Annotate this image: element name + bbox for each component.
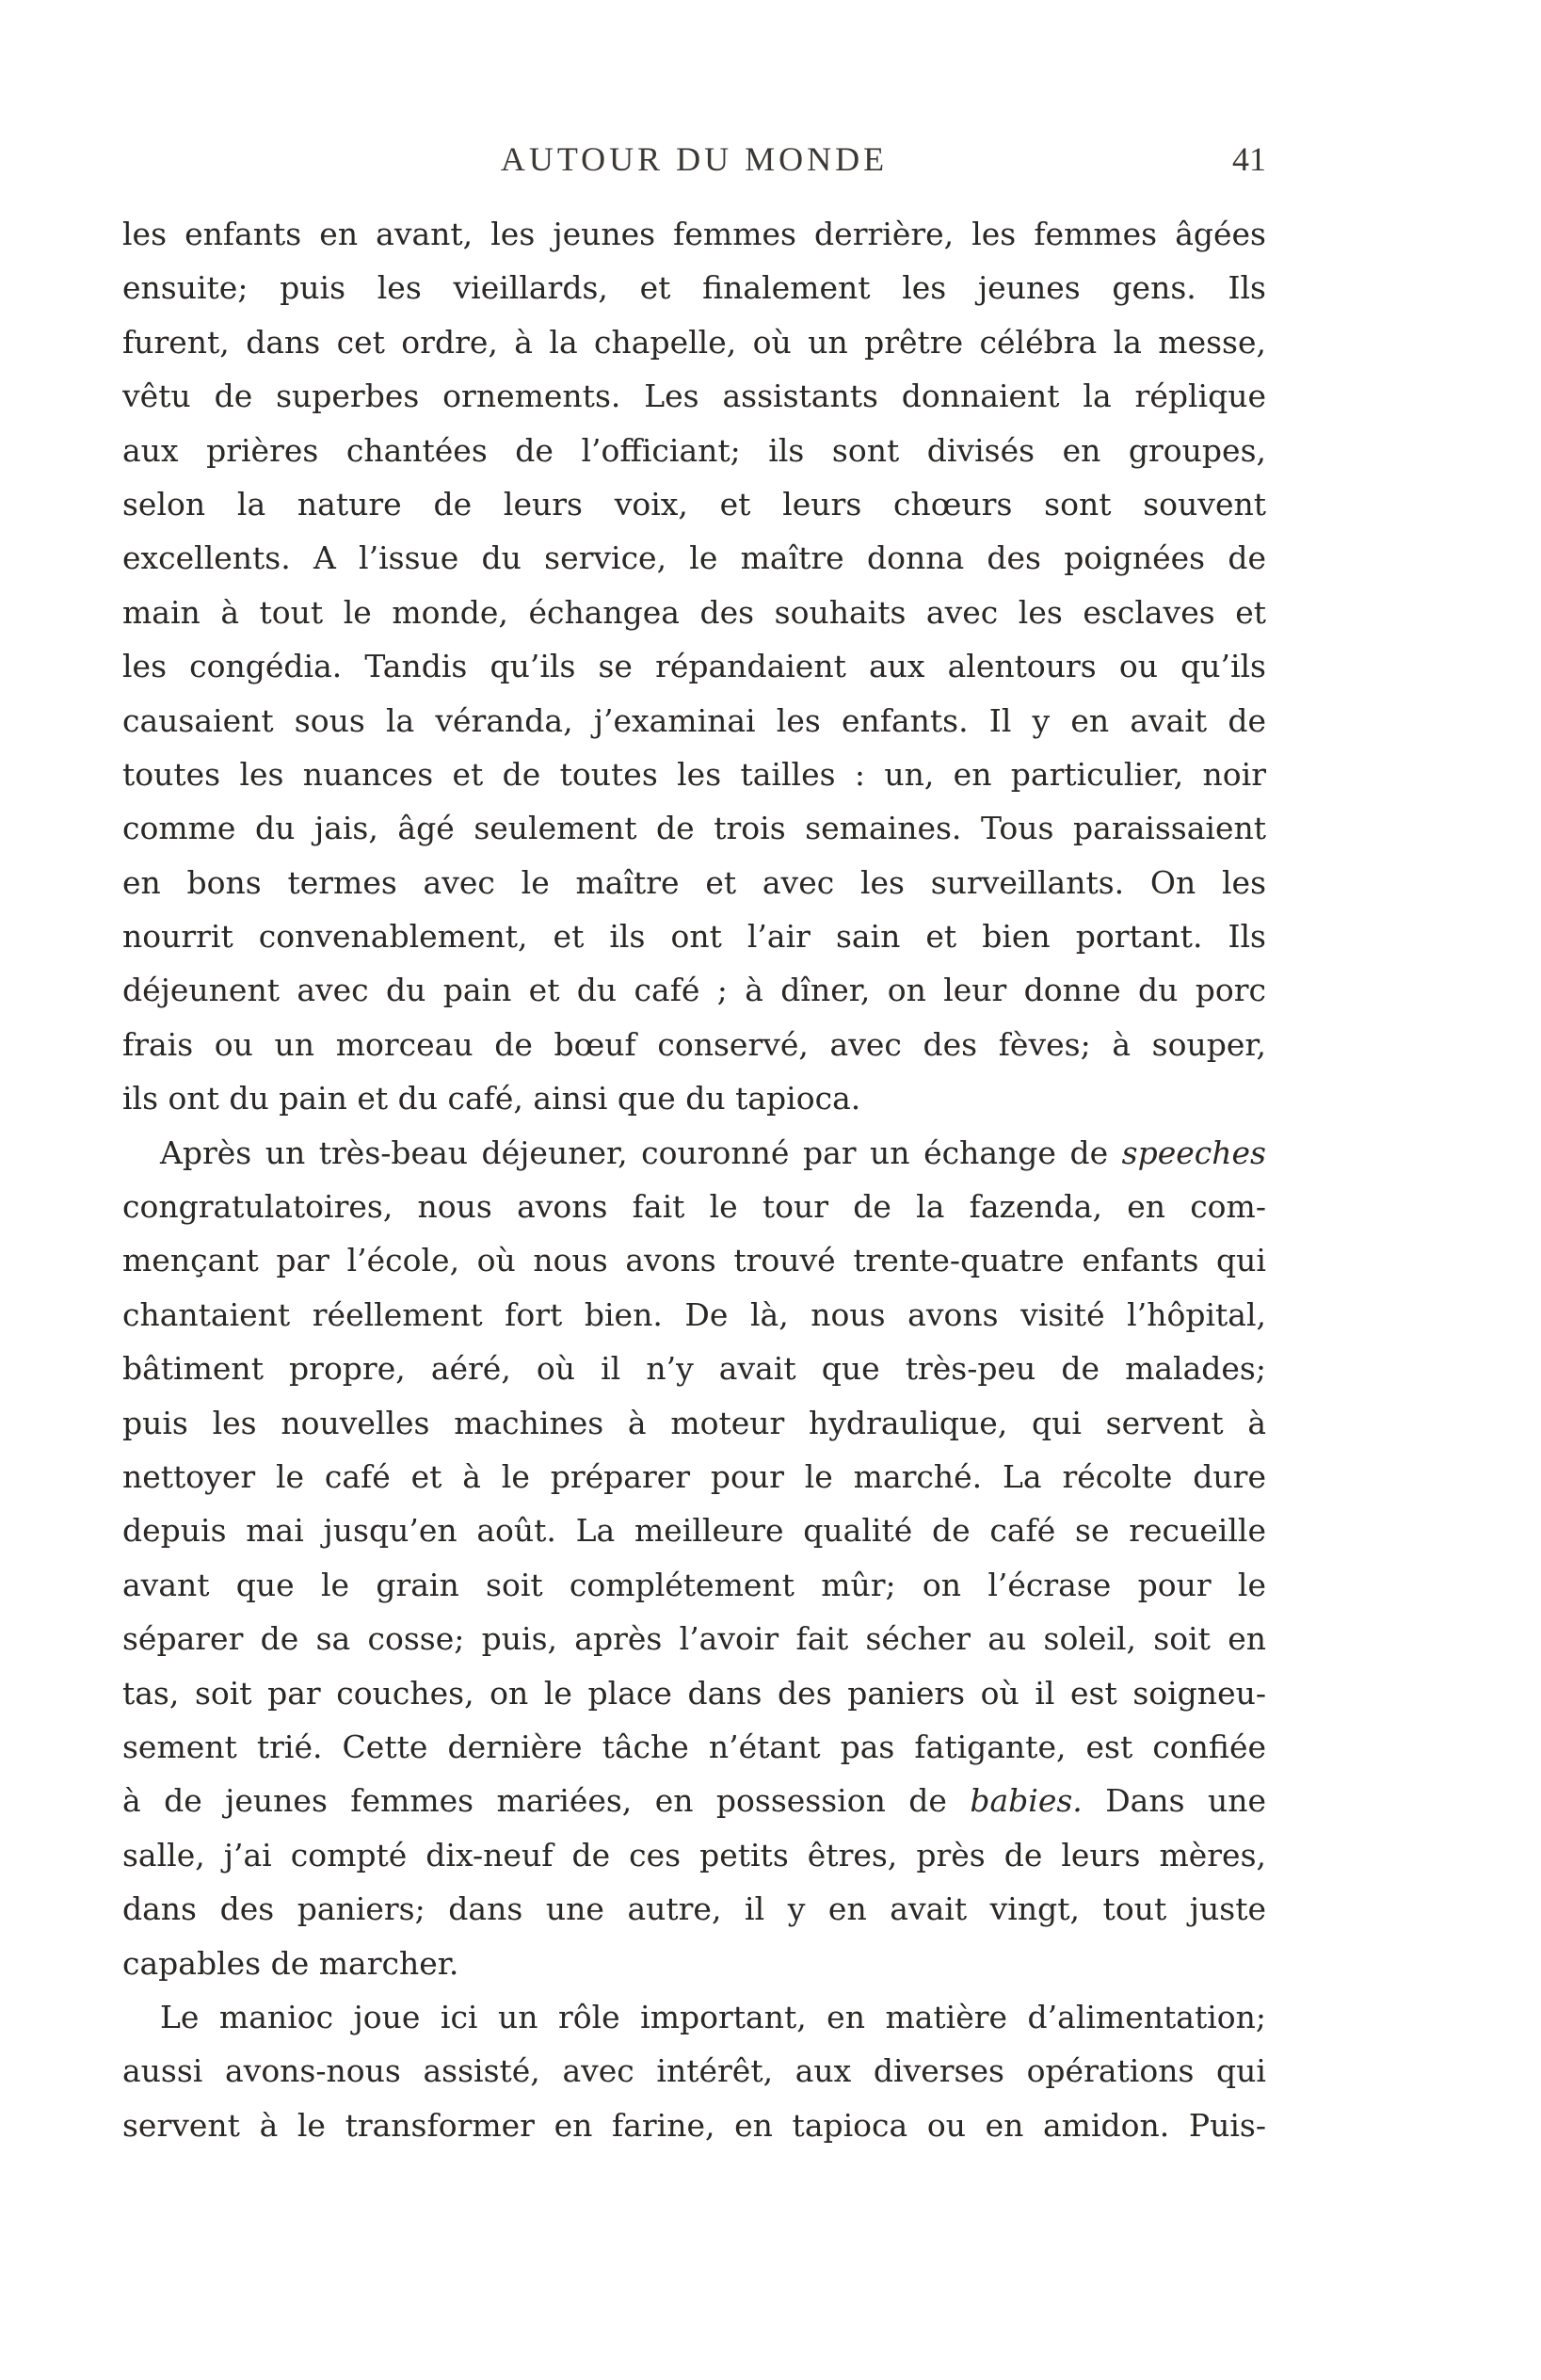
text-line: furent, dans cet ordre, à la chapelle, où un prêtre célébra la messe,	[122, 323, 1266, 361]
text-line: tas, soit par couches, on le place dans des paniers où il est soigneu-	[122, 1674, 1266, 1712]
text-line: vêtu de superbes ornements. Les assistants donnaient la réplique	[122, 378, 1266, 415]
text-line: excellents. A l’issue du service, le maître donna des poignées de	[122, 539, 1266, 577]
text-line: main à tout le monde, échangea des souhaits avec les esclaves et	[122, 593, 1266, 631]
text-line: congratulatoires, nous avons fait le tour de la fazenda, en com-	[122, 1188, 1266, 1226]
text-line: servent à le transformer en farine, en tapioca ou en amidon. Puis-	[122, 2106, 1266, 2144]
text-line: selon la nature de leurs voix, et leurs chœurs sont souvent	[122, 485, 1266, 523]
text-line: sement trié. Cette dernière tâche n’étant pas fatigante, est confiée	[122, 1728, 1266, 1765]
text-run: Après un très-beau déjeuner, couronné par un échange de	[160, 1134, 1109, 1171]
text-line	[122, 1774, 1266, 1827]
text-line: dans des paniers; dans une autre, il y en avait vingt, tout juste	[122, 1890, 1266, 1928]
text-run: à de jeunes femmes mariées, en possession de	[122, 1782, 947, 1820]
text-line: bâtiment propre, aéré, où il n’y avait que très-peu de malades;	[122, 1350, 1266, 1388]
text-line: les congédia. Tandis qu’ils se répandaient aux alentours ou qu’ils	[122, 648, 1266, 685]
text-line: avant que le grain soit complétement mûr; on l’écrase pour le	[122, 1566, 1266, 1603]
body-text	[122, 207, 1266, 2152]
text-line: aussi avons-nous assisté, avec intérêt, aux diverses opérations qui	[122, 2052, 1266, 2090]
page-number: 41	[1232, 140, 1266, 178]
text-line: salle, j’ai compté dix-neuf de ces petits êtres, près de leurs mères,	[122, 1836, 1266, 1873]
paragraph-end-line: capables de marcher.	[122, 1944, 459, 1982]
running-head	[122, 139, 1266, 185]
text-line: depuis mai jusqu’en août. La meilleure qualité de café se recueille	[122, 1512, 1266, 1550]
text-line: nettoyer le café et à le préparer pour le marché. La récolte dure	[122, 1457, 1266, 1495]
italic-speeches: speeches	[1121, 1134, 1266, 1171]
text-line: comme du jais, âgé seulement de trois semaines. Tous paraissaient	[122, 810, 1266, 847]
text-line: déjeunent avec du pain et du café ; à dîner, on leur donne du porc	[122, 972, 1266, 1009]
text-line: aux prières chantées de l’officiant; ils sont divisés en groupes,	[122, 431, 1266, 469]
text-line: mençant par l’école, où nous avons trouvé trente-quatre enfants qui	[122, 1242, 1266, 1279]
text-line: toutes les nuances et de toutes les tailles : un, en particulier, noir	[122, 755, 1266, 793]
text-line: ensuite; puis les vieillards, et finalement les jeunes gens. Ils	[122, 269, 1266, 307]
text-line	[122, 1126, 1266, 1180]
text-line: causaient sous la véranda, j’examinai les enfants. Il y en avait de	[122, 701, 1266, 739]
text-run: Dans une	[1105, 1782, 1266, 1820]
text-line: chantaient réellement fort bien. De là, nous avons visité l’hôpital,	[122, 1295, 1266, 1333]
running-title: AUTOUR DU MONDE	[500, 140, 889, 178]
text-line: séparer de sa cosse; puis, après l’avoir fait sécher au soleil, soit en	[122, 1620, 1266, 1658]
text-line: nourrit convenablement, et ils ont l’air sain et bien portant. Ils	[122, 918, 1266, 956]
text-line: Le manioc joue ici un rôle important, en matière d’alimentation;	[160, 1998, 1266, 2035]
italic-babies: babies.	[970, 1782, 1083, 1820]
text-line: puis les nouvelles machines à moteur hydraulique, qui servent à	[122, 1404, 1266, 1441]
text-line: les enfants en avant, les jeunes femmes derrière, les femmes âgées	[122, 216, 1266, 252]
text-line: en bons termes avec le maître et avec les surveillants. On les	[122, 863, 1266, 901]
text-line: frais ou un morceau de bœuf conservé, avec des fèves; à souper,	[122, 1025, 1266, 1063]
paragraph-end-line: ils ont du pain et du café, ainsi que du tapioca.	[122, 1080, 861, 1118]
